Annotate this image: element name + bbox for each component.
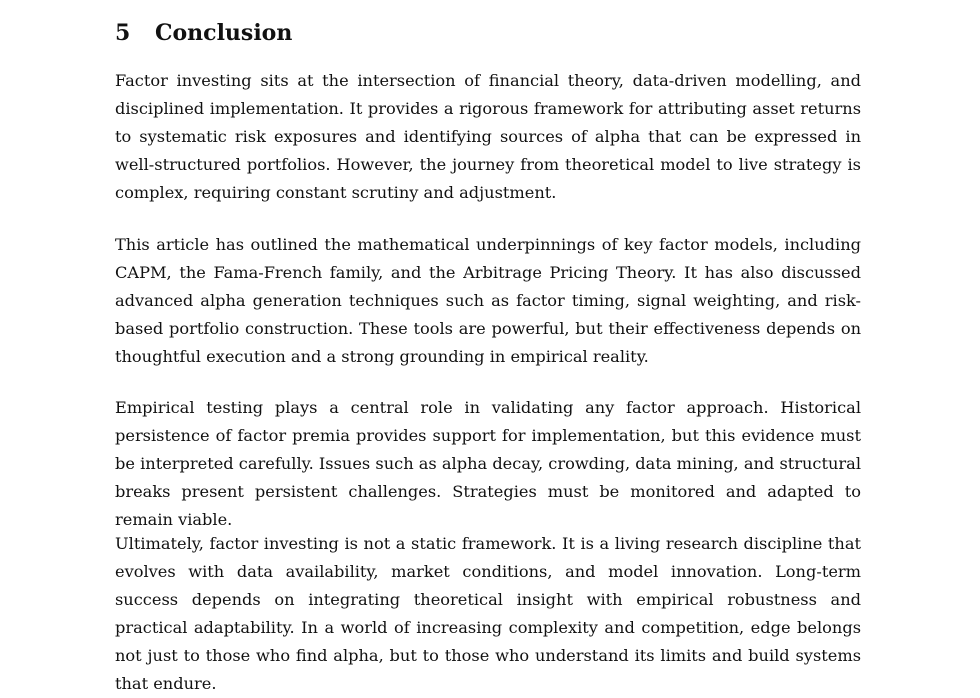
section-title: Conclusion	[155, 20, 293, 46]
paragraph-closing: Ultimately, factor investing is not a static framework. It is a living research discipline that evolves with data availability, market conditions, and model innovation. Long-term success depends on integrating theoretical insight with empirical robustness and practical adaptability. In a world of increasing complexity and competition, edge belongs not just to those who find alpha, but to those who understand its limits and build systems that endure.	[115, 534, 861, 693]
paragraph-models: This article has outlined the mathematical underpinnings of key factor models, including CAPM, the Fama-French family, and the Arbitrage Pricing Theory. It has also discussed advanced alpha generation techniques such as factor timing, signal weighting, and risk-based portfolio construction. These tools are powerful, but their effectiveness depends on thoughtful execution and a strong grounding in empirical reality.	[115, 235, 861, 366]
paragraph-empirical: Empirical testing plays a central role in validating any factor approach. Historical persistence of factor premia provides support for implementation, but this evidence must be interpreted carefully. Issues such as alpha decay, crowding, data mining, and structural breaks present persistent challenges. Strategies must be monitored and adapted to remain viable.	[115, 398, 861, 529]
paragraph-intro: Factor investing sits at the intersection of financial theory, data-driven modelling, and disciplined implementation. It provides a rigorous framework for attributing asset returns to systematic risk exposures and identifying sources of alpha that can be expressed in well-structured portfolios. However, the journey from theoretical model to live strategy is complex, requiring constant scrutiny and adjustment.	[115, 71, 861, 202]
section-heading	[115, 18, 292, 48]
section-number: 5	[115, 20, 131, 46]
